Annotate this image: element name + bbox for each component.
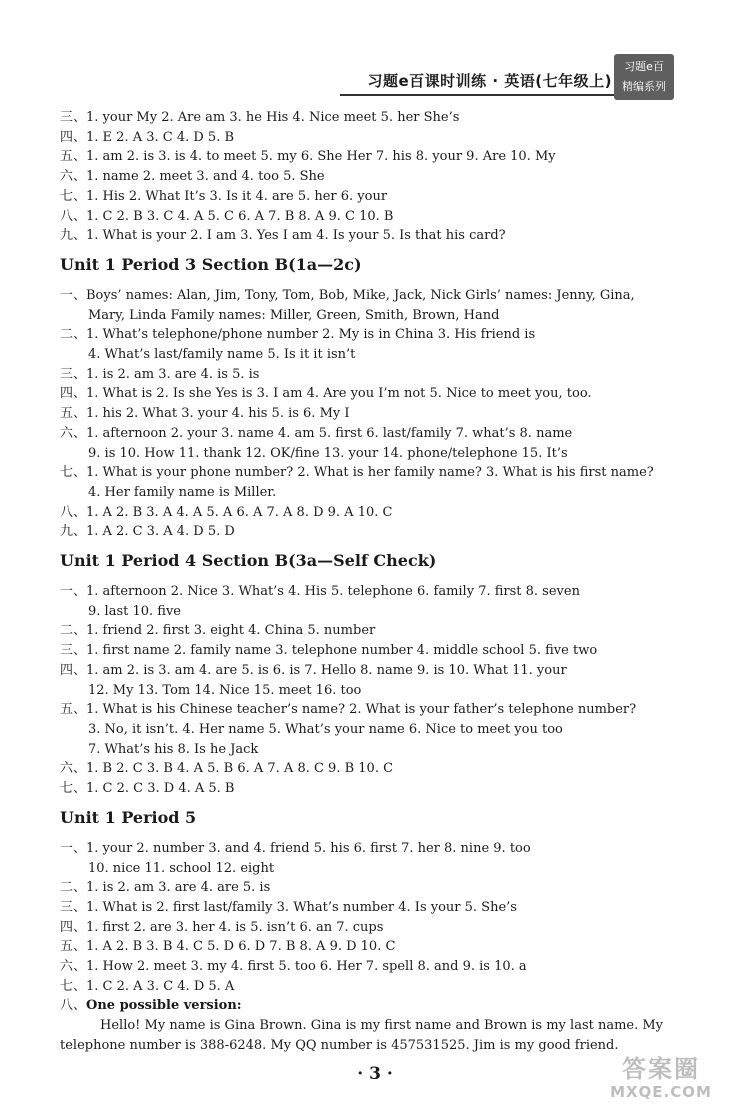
answer-line: 9. is 10. How 11. thank 12. OK/fine 13. your 14. phone/telephone 15. It’s [88,445,568,461]
answers-block-previous-period [60,108,700,246]
answer-line: 六、1. afternoon 2. your 3. name 4. am 5. first 6. last/family 7. what’s 8. name [60,425,573,441]
answer-line: 七、1. C 2. C 3. D 4. A 5. B [60,781,235,797]
writing-task-number: 八、 [60,998,87,1014]
answer-line: 9. last 10. five [88,603,181,619]
watermark-text: 答案圈 [622,1055,700,1083]
answer-line: 二、1. friend 2. first 3. eight 4. China 5. number [60,623,376,639]
answer-line: 八、1. A 2. B 3. A 4. A 5. A 6. A 7. A 8. D 9. A 10. C [60,504,393,520]
answer-line: 7. What’s his 8. Is he Jack [88,741,259,757]
answer-line: 三、1. first name 2. family name 3. telephone number 4. middle school 5. five two [60,643,598,659]
answer-line: 九、1. A 2. C 3. A 4. D 5. D [60,524,235,540]
answer-line: 二、1. What’s telephone/phone number 2. My is in China 3. His friend is [60,327,536,343]
series-logo [614,54,674,100]
answer-line: 七、1. C 2. A 3. C 4. D 5. A [60,978,235,994]
sample-paragraph: Hello! My name is Gina Brown. Gina is my first name and Brown is my last name. My telephone number is 388-6248. My QQ number is 457531525. Jim is my good friend. [60,1018,664,1053]
answers-period-4 [60,582,700,799]
answer-line: 六、1. name 2. meet 3. and 4. too 5. She [60,169,325,185]
answer-line: 五、1. am 2. is 3. is 4. to meet 5. my 6. She Her 7. his 8. your 9. Are 10. My [60,149,556,165]
answer-line: 4. What’s last/family name 5. Is it it isn’t [88,347,356,363]
answer-line: 二、1. is 2. am 3. are 4. are 5. is [60,880,271,896]
answer-line: 3. No, it isn’t. 4. Her name 5. What’s your name 6. Nice to meet you too [88,721,563,737]
answer-line: 五、1. What is his Chinese teacher’s name? 2. What is your father’s telephone number? [60,702,637,718]
answer-content [60,108,700,1055]
header-rule [340,94,618,96]
answer-line: 四、1. am 2. is 3. am 4. are 5. is 6. is 7. Hello 8. name 9. is 10. What 11. your [60,662,567,678]
answers-period-5 [60,839,700,997]
answer-line: 一、1. afternoon 2. Nice 3. What’s 4. His 5. telephone 6. family 7. first 8. seven [60,584,580,600]
section-heading-period-3: Unit 1 Period 3 Section B(1a—2c) [60,254,362,274]
answer-line: 三、1. is 2. am 3. are 4. is 5. is [60,366,260,382]
site-watermark [600,1055,722,1103]
book-title: 习题e百课时训练 · 英语(七年级上) [367,72,612,90]
answer-line: 八、1. C 2. B 3. C 4. A 5. C 6. A 7. B 8. A 9. C 10. B [60,208,394,224]
answer-line: 三、1. your My 2. Are am 3. he His 4. Nice meet 5. her She’s [60,110,460,125]
answer-line: 六、1. How 2. meet 3. my 4. first 5. too 6. Her 7. spell 8. and 9. is 10. a [60,959,527,975]
answer-line: Mary, Linda Family names: Miller, Green, Smith, Brown, Hand [88,307,500,323]
section-heading-period-4: Unit 1 Period 4 Section B(3a—Self Check) [60,551,437,571]
answer-line: 10. nice 11. school 12. eight [88,860,275,876]
answer-line: 四、1. E 2. A 3. C 4. D 5. B [60,129,235,145]
answer-line: 一、Boys’ names: Alan, Jim, Tony, Tom, Bob, Mike, Jack, Nick Girls’ names: Jenny, Gina, [60,287,635,303]
answer-line: 12. My 13. Tom 14. Nice 15. meet 16. too [88,682,362,698]
answers-period-3 [60,286,700,542]
answer-line: 三、1. What is 2. first last/family 3. What’s number 4. Is your 5. She’s [60,899,517,915]
writing-task-label [60,996,700,1016]
writing-task-title: One possible version: [86,998,242,1014]
page-header [0,0,750,104]
answer-line: 九、1. What is your 2. I am 3. Yes I am 4. Is your 5. Is that his card? [60,228,506,244]
answer-line: 七、1. His 2. What It’s 3. Is it 4. are 5. her 6. your [60,188,388,204]
answer-line: 五、1. A 2. B 3. B 4. C 5. D 6. D 7. B 8. A 9. D 10. C [60,939,396,955]
answer-line: 四、1. What is 2. Is she Yes is 3. I am 4. Are you I’m not 5. Nice to meet you, too. [60,386,592,402]
watermark-url: MXQE.COM [610,1083,712,1101]
answer-line: 六、1. B 2. C 3. B 4. A 5. B 6. A 7. A 8. C 9. B 10. C [60,761,394,777]
section-heading-period-5: Unit 1 Period 5 [60,807,197,827]
page-number: · 3 · [357,1064,393,1084]
logo-line-2: 精编系列 [622,80,666,93]
answer-line: 4. Her family name is Miller. [88,484,277,500]
answer-line: 四、1. first 2. are 3. her 4. is 5. isn’t 6. an 7. cups [60,919,384,935]
logo-line-1: 习题e百 [624,60,664,73]
answer-line: 五、1. his 2. What 3. your 4. his 5. is 6. My I [60,406,350,422]
answer-line: 七、1. What is your phone number? 2. What is her family name? 3. What is his first name? [60,465,654,481]
answer-line: 一、1. your 2. number 3. and 4. friend 5. his 6. first 7. her 8. nine 9. too [60,840,531,856]
